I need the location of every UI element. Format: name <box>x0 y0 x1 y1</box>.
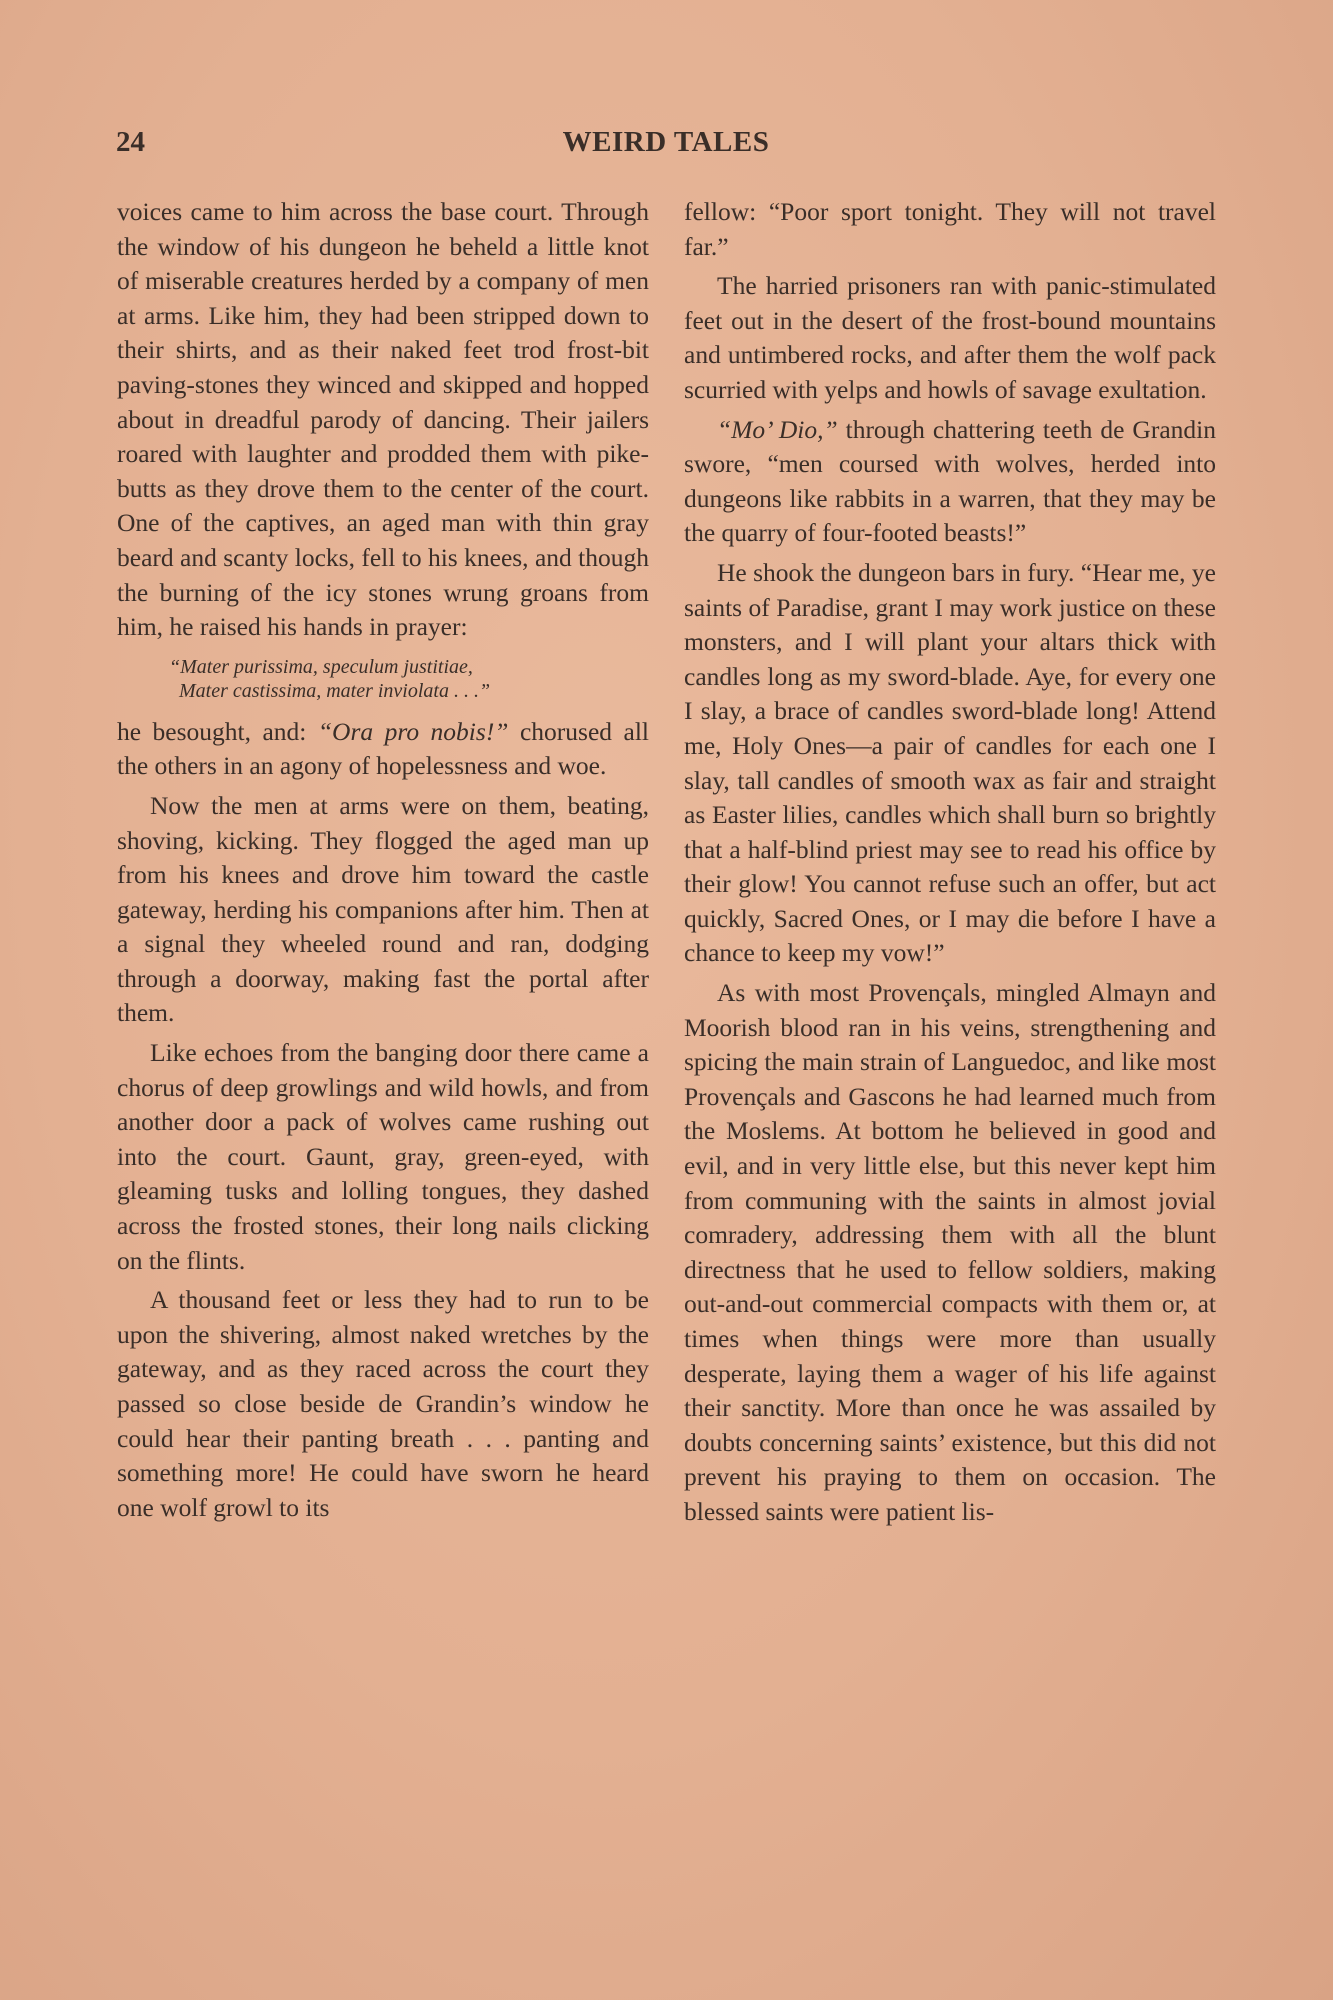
verse-line: “Mater purissima, speculum justitiae, <box>169 655 473 678</box>
paragraph: Like echoes from the banging door there came a chorus of deep growlings and wild howls, and from another door a pack of wolves came rushing out into the court. Gaunt, gray, green-eyed, with gleaming tusks and lolling tongues, they dashed across the frosted stones, their long nails clicking on the flints. <box>117 1038 649 1275</box>
paragraph: As with most Provençals, mingled Almayn and Moorish blood ran in his veins, strengthening and spicing the main strain of Languedoc, and like most Provençals and Gascons he had learned much from the Moslems. At bottom he believed in good and evil, and in very little else, but this never kept him from communing with the saints in almost jovial comradery, addressing them with all the blunt directness that he used to fellow soldiers, making out-and-out commercial compacts with them or, at times when things were more than usually desperate, laying them a wager of his life against their sanctity. More than once he was assailed by doubts concerning saints’ existence, but this did not prevent his praying to them on occasion. The blessed saints were patient lis- <box>684 978 1216 1526</box>
latin-verse <box>169 655 649 703</box>
page-number: 24 <box>116 126 145 158</box>
paragraph: Now the men at arms were on them, beating, shoving, kicking. They flogged the aged man up from his knees and drove him toward the castle gateway, herding his companions after him. Then at a signal they wheeled round and ran, dodging through a doorway, making fast the portal after them. <box>117 790 649 1028</box>
text-run: through chattering teeth de Grandin swore, “men coursed with wolves, herded into dungeons like rabbits in a warren, that they may be the quarry of four-footed beasts!” <box>684 414 1216 548</box>
paragraph: voices came to him across the base court. Through the window of his dungeon he beheld a little knot of miserable creatures herded by a company of men at arms. Like him, they had been stripped down to their shirts, and as their naked feet trod frost-bit paving-stones they winced and skipped and hopped about in dreadful parody of dancing. Their jailers roared with laughter and prodded them with pike-butts as they drove them to the center of the court. One of the captives, an aged man with thin gray beard and scanty locks, fell to his knees, and though the burning of the icy stones wrung groans from him, he raised his hands in prayer: <box>117 197 649 642</box>
paragraph <box>117 715 649 784</box>
paragraph: A thousand feet or less they had to run to be upon the shivering, almost naked wretches by the gateway, and as they raced across the court they passed so close beside de Grandin’s window he could hear their panting breath . . . panting and something more! He could have sworn he heard one wolf growl to its <box>117 1285 649 1522</box>
left-column <box>117 195 649 1530</box>
paragraph: fellow: “Poor sport tonight. They will not travel far.” <box>684 197 1216 261</box>
text-run: chorused all the others in an agony of hopelessness and woe. <box>117 716 649 781</box>
paragraph: The harried prisoners ran with panic-stimulated feet out in the desert of the frost-bound mountains and untimbered rocks, and after them the wolf pack scurried with yelps and howls of savage exultation. <box>684 271 1216 404</box>
text-run: he besought, and: <box>117 716 318 746</box>
right-column <box>684 195 1216 1535</box>
paragraph: He shook the dungeon bars in fury. “Hear me, ye saints of Paradise, grant I may work justice on these monsters, and I will plant your altars thick with candles long as my sword-blade. Aye, for every one I slay, a brace of candles sword-blade long! Attend me, Holy Ones—a pair of candles for each one I slay, tall candles of smooth wax as fair and straight as Easter lilies, candles which shall burn so brightly that a half-blind priest may see to read his office by their glow! You cannot refuse such an offer, but act quickly, Sacred Ones, or I may die before I have a chance to keep my vow!” <box>684 557 1216 968</box>
italic-exclamation: “Mo’ Dio,” <box>717 414 838 444</box>
page-header <box>116 126 1216 166</box>
paragraph <box>684 413 1216 551</box>
running-title: WEIRD TALES <box>562 126 770 158</box>
verse-line: Mater castissima, mater inviolata . . .” <box>179 679 491 702</box>
latin-phrase: “Ora pro nobis!” <box>317 716 509 746</box>
